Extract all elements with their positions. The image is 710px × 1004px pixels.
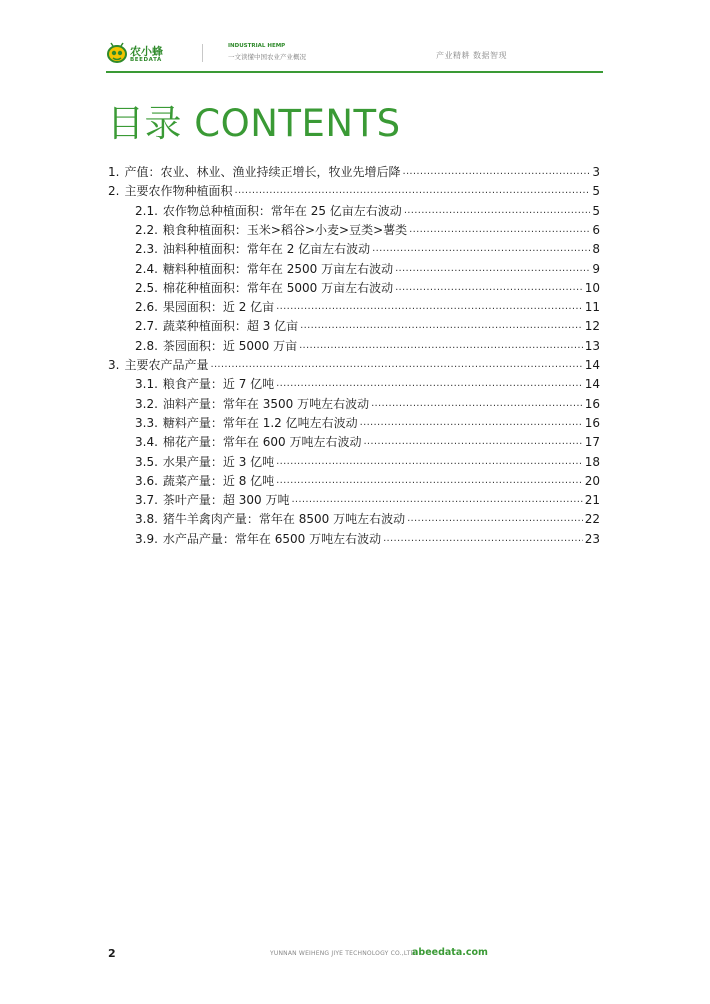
toc-dot-leader bbox=[300, 318, 583, 334]
toc-dot-leader bbox=[372, 241, 590, 257]
toc-entry-title: 棉花产量：常年在 600 万吨左右波动 bbox=[162, 435, 362, 450]
toc-entry[interactable] bbox=[135, 220, 600, 238]
toc-entry[interactable] bbox=[135, 490, 600, 508]
toc-entry-number: 2.6. bbox=[135, 300, 158, 315]
toc-entry[interactable] bbox=[108, 162, 600, 180]
page-header bbox=[0, 0, 710, 76]
bee-logo-icon bbox=[106, 42, 128, 64]
toc-entry[interactable] bbox=[135, 316, 600, 334]
toc-entry-number: 2.3. bbox=[135, 242, 158, 257]
toc-entry-number: 3.3. bbox=[135, 415, 158, 430]
toc-dot-leader bbox=[299, 338, 583, 354]
toc-entry-page: 8 bbox=[592, 242, 600, 257]
toc-entry-title: 农作物总种植面积：常年在 25 亿亩左右波动 bbox=[162, 203, 402, 218]
toc-entry[interactable] bbox=[135, 336, 600, 354]
toc-entry-number: 2.1. bbox=[135, 203, 158, 218]
header-divider bbox=[202, 44, 203, 62]
toc-entry[interactable] bbox=[108, 355, 600, 373]
toc-entry[interactable] bbox=[135, 394, 600, 412]
toc-entry-page: 5 bbox=[592, 184, 600, 199]
toc-entry-number: 2.5. bbox=[135, 280, 158, 295]
toc-entry-page: 6 bbox=[592, 222, 600, 237]
toc-entry-page: 14 bbox=[584, 358, 600, 372]
toc-entry-page: 17 bbox=[584, 435, 600, 450]
logo-cn-text: 农小蜂 bbox=[130, 45, 163, 58]
toc-entry-number: 2. bbox=[108, 184, 120, 199]
toc-entry-page: 3 bbox=[592, 165, 600, 179]
toc-entry-number: 3. bbox=[108, 358, 120, 372]
toc-entry-number: 3.5. bbox=[135, 454, 158, 469]
toc-dot-leader bbox=[360, 415, 583, 431]
toc-entry-number: 2.8. bbox=[135, 338, 158, 353]
toc-entry-number: 2.7. bbox=[135, 319, 158, 334]
logo-en-text: BEEDATA bbox=[130, 57, 162, 63]
toc-entry-title: 果园面积：近 2 亿亩 bbox=[162, 300, 275, 315]
toc-entry-page: 23 bbox=[584, 531, 600, 546]
doc-subtitle-en: INDUSTRIAL HEMP bbox=[228, 43, 286, 49]
toc-entry[interactable] bbox=[135, 529, 600, 547]
toc-dot-leader bbox=[276, 473, 583, 489]
brand-logo bbox=[106, 40, 196, 70]
toc-entry-title: 茶园面积：近 5000 万亩 bbox=[162, 338, 298, 353]
toc-entry-title: 粮食种植面积：玉米>稻谷>小麦>豆类>薯类 bbox=[162, 222, 408, 237]
toc-entry-number: 3.1. bbox=[135, 377, 158, 392]
toc-entry-title: 产值：农业、林业、渔业持续正增长，牧业先增后降 bbox=[124, 165, 401, 179]
toc-entry-number: 3.7. bbox=[135, 493, 158, 508]
toc-dot-leader bbox=[234, 183, 590, 199]
toc-dot-leader bbox=[291, 492, 582, 508]
toc-dot-leader bbox=[276, 376, 583, 392]
toc-entry[interactable] bbox=[135, 239, 600, 257]
toc-dot-leader bbox=[371, 396, 583, 412]
toc-entry[interactable] bbox=[135, 509, 600, 527]
toc-dot-leader bbox=[210, 357, 582, 373]
toc-entry-page: 20 bbox=[584, 473, 600, 488]
toc-entry-title: 主要农产品产量 bbox=[124, 358, 209, 372]
toc-entry-number: 3.6. bbox=[135, 473, 158, 488]
toc-entry[interactable] bbox=[135, 432, 600, 450]
toc-entry-title: 水果产量：近 3 亿吨 bbox=[162, 454, 275, 469]
toc-entry-page: 18 bbox=[584, 454, 600, 469]
toc-entry[interactable] bbox=[135, 452, 600, 470]
toc-dot-leader bbox=[383, 531, 583, 547]
toc-entry-page: 16 bbox=[584, 415, 600, 430]
toc-dot-leader bbox=[409, 222, 590, 238]
toc-entry-page: 5 bbox=[592, 203, 600, 218]
toc-entry[interactable] bbox=[135, 201, 600, 219]
toc-entry-title: 油料种植面积：常年在 2 亿亩左右波动 bbox=[162, 242, 371, 257]
toc-dot-leader bbox=[276, 299, 583, 315]
toc-entry-number: 2.2. bbox=[135, 222, 158, 237]
toc-entry-title: 糖料种植面积：常年在 2500 万亩左右波动 bbox=[162, 261, 394, 276]
toc-entry[interactable] bbox=[135, 471, 600, 489]
toc-dot-leader bbox=[363, 434, 582, 450]
toc-entry[interactable] bbox=[135, 413, 600, 431]
toc-entry-title: 粮食产量：近 7 亿吨 bbox=[162, 377, 275, 392]
toc-entry-page: 22 bbox=[584, 512, 600, 527]
toc-entry-title: 蔬菜产量：近 8 亿吨 bbox=[162, 473, 275, 488]
toc-entry[interactable] bbox=[135, 278, 600, 296]
toc-entry-page: 14 bbox=[584, 377, 600, 392]
toc-entry[interactable] bbox=[135, 374, 600, 392]
toc-entry-number: 1. bbox=[108, 165, 120, 179]
footer-company: YUNNAN WEIHENG JIYE TECHNOLOGY CO.,LTD. bbox=[270, 950, 418, 957]
footer-page-number: 2 bbox=[108, 947, 116, 960]
toc-entry-number: 3.2. bbox=[135, 396, 158, 411]
toc-entry-page: 21 bbox=[584, 493, 600, 508]
toc-entry-title: 蔬菜种植面积：超 3 亿亩 bbox=[162, 319, 299, 334]
toc-entry-number: 2.4. bbox=[135, 261, 158, 276]
toc-entry-title: 水产品产量：常年在 6500 万吨左右波动 bbox=[162, 531, 382, 546]
toc-entry-number: 3.9. bbox=[135, 531, 158, 546]
toc-dot-leader bbox=[404, 203, 591, 219]
toc-entry[interactable] bbox=[135, 259, 600, 277]
toc-entry-title: 糖料产量：常年在 1.2 亿吨左右波动 bbox=[162, 415, 358, 430]
footer-site-link[interactable]: abeedata.com bbox=[412, 947, 488, 958]
toc-entry-page: 10 bbox=[584, 280, 600, 295]
page-title: 目录 CONTENTS bbox=[107, 102, 401, 145]
toc-dot-leader bbox=[276, 454, 583, 470]
toc-dot-leader bbox=[395, 280, 583, 296]
header-rule bbox=[106, 71, 603, 73]
toc-entry-page: 13 bbox=[584, 338, 600, 353]
toc-dot-leader bbox=[395, 261, 590, 277]
toc-entry-page: 12 bbox=[584, 319, 600, 334]
toc-dot-leader bbox=[402, 164, 590, 180]
toc-dot-leader bbox=[407, 511, 583, 527]
doc-subtitle-cn: 一文读懂中国农业产业概况 bbox=[228, 53, 306, 61]
toc-entry[interactable] bbox=[108, 181, 600, 199]
toc-entry-number: 3.8. bbox=[135, 512, 158, 527]
toc-entry-title: 猪牛羊禽肉产量：常年在 8500 万吨左右波动 bbox=[162, 512, 406, 527]
toc-entry-title: 茶叶产量：超 300 万吨 bbox=[162, 493, 290, 508]
toc-entry-page: 11 bbox=[584, 300, 600, 315]
toc-entry-page: 9 bbox=[592, 261, 600, 276]
toc-entry-title: 油料产量：常年在 3500 万吨左右波动 bbox=[162, 396, 370, 411]
toc-entry[interactable] bbox=[135, 297, 600, 315]
toc-entry-number: 3.4. bbox=[135, 435, 158, 450]
toc-entry-title: 主要农作物种植面积 bbox=[124, 184, 233, 199]
toc-entry-title: 棉花种植面积：常年在 5000 万亩左右波动 bbox=[162, 280, 394, 295]
toc-entry-page: 16 bbox=[584, 396, 600, 411]
header-slogan: 产业精耕 数据智现 bbox=[436, 51, 508, 60]
